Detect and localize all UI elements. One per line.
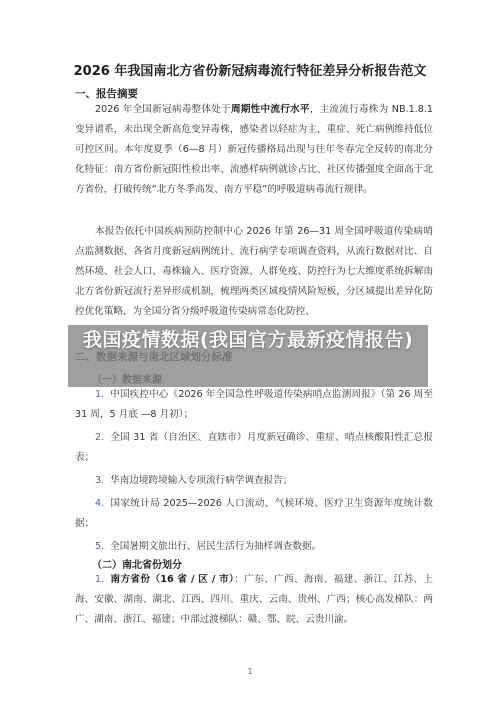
page-number: 1	[247, 667, 253, 676]
list-item-text: ：广东、广西、海南、福建、浙江、江苏、上海、安徽、湖南、湖北、江西、四川、重庆、云南、贵州、广西；核心高发梯队：两广、湖南、浙江、福建；中部过渡梯队：赣、鄂、皖、云贵川渝。	[75, 574, 433, 625]
list-item-text: 全国 31 省（自治区、直辖市）月度新冠确诊、重症、哨点核酸阳性汇总报表；	[75, 432, 433, 463]
list-item-number: 2.	[95, 432, 105, 443]
list-item	[75, 385, 433, 425]
data-sources-list	[75, 385, 433, 560]
list-item	[75, 428, 433, 468]
summary-paragraph-1	[75, 100, 433, 200]
list-item-text: 国家统计局 2025—2026 人口流动、气候环境、医疗卫生资源年度统计数据；	[75, 498, 433, 529]
list-item-text: 中国疾控中心《2026 年全国急性呼吸道传染病哨点监测周报》（第 26 周至 31 周，5 月底 —8 月初）；	[75, 389, 433, 420]
list-item-number: 3.	[95, 475, 105, 486]
subsection-heading-regions: （二）南北省份划分	[92, 560, 182, 571]
summary-paragraph-2: 本报告依托中国疾病预防控制中心 2026 年第 26—31 周全国呼吸道传染病哨点监测数据、各省月度新冠病例统计、流行病学专项调查资料，从流行数据对比、自然环境、社会人口、毒株输入、医疗资源、人群免疫、防控行为七大维度系统拆解南北方省份新冠流行差异形成机制，梳理两类区域疫情风险短板，分区域提出差异化防控优化策略，为全国分省分级呼吸道传染病常态化防控、	[75, 226, 433, 317]
section-heading-summary: 一、报告摘要	[75, 88, 138, 100]
summary-paragraph-1-prefix: 2026 年全国新冠病毒整体处于	[95, 104, 231, 115]
summary-paragraph-1-emphasis: 周期性中流行水平	[230, 104, 310, 115]
document-title: 2026 年我国南北方省份新冠病毒流行特征差异分析报告范文	[73, 64, 427, 79]
list-item-number: 1.	[95, 389, 105, 400]
summary-paragraph-1-rest: ，主流流行毒株为 NB.1.8.1 变异谱系，未出现全新高危变异毒株，感染者以轻症为主，重症、死亡病例维持低位可控区间。本年度夏季（6—8 月）新冠传播格局出现与往年冬春完全反转的南北分化特征：南方省份新冠阳性检出率、流感样病例就诊占比、社区传播强度全面高于北方省份，打破传统“北方冬季高发、南方平稳”的呼吸道病毒流行规律。	[75, 104, 433, 195]
list-item-text: 全国暑期文旅出行、居民生活行为抽样调查数据。	[110, 541, 322, 552]
watermark-banner	[68, 325, 428, 387]
list-item	[75, 494, 433, 534]
list-item-text: 华南边境跨境输入专项流行病学调查报告；	[110, 475, 293, 486]
list-item-emphasis: 南方省份（16 省 / 区 / 市）	[110, 574, 235, 585]
regions-list	[75, 570, 433, 633]
watermark-caption: 我国疫情数据(我国官方最新疫情报告)	[82, 329, 414, 351]
list-item	[75, 570, 433, 630]
list-item-number: 1.	[95, 574, 105, 585]
list-item-number: 5.	[95, 541, 105, 552]
list-item	[75, 537, 433, 557]
list-item-number: 4.	[95, 498, 105, 509]
list-item	[75, 471, 433, 491]
